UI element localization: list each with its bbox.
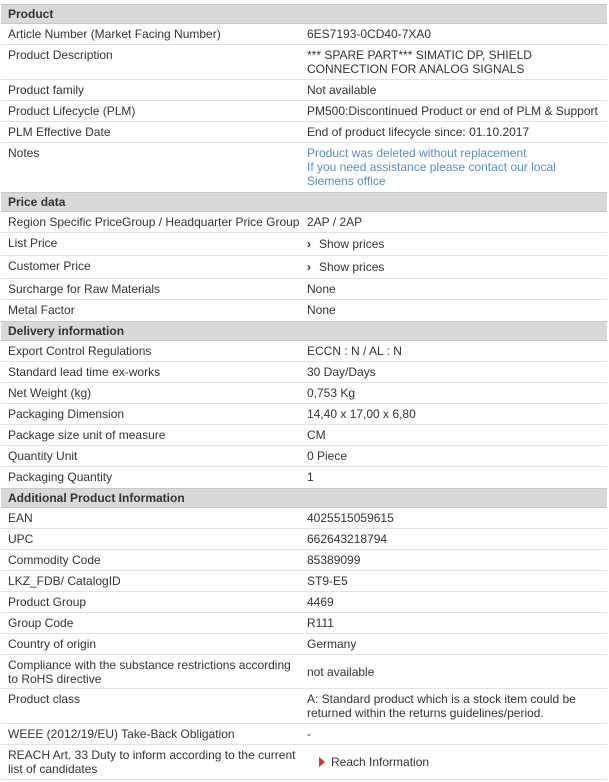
section-header-delivery xyxy=(1,321,607,341)
row-label: UPC xyxy=(8,532,34,546)
row-value: 30 Day/Days xyxy=(307,365,376,379)
row-value: - xyxy=(307,727,311,741)
row-label-line: list of candidates xyxy=(8,762,98,776)
row-label: List Price xyxy=(8,236,58,250)
row-product-family xyxy=(1,80,607,101)
link-label: Show prices xyxy=(319,237,385,251)
link-label: Show prices xyxy=(319,260,385,274)
row-net-weight xyxy=(1,383,607,404)
row-value: 14,40 x 17,00 x 6,80 xyxy=(307,407,416,421)
row-plm-effective-date xyxy=(1,122,607,143)
row-upc xyxy=(1,529,607,550)
row-export-control xyxy=(1,341,607,362)
row-label: PLM Effective Date xyxy=(8,125,111,139)
row-label: Packaging Quantity xyxy=(8,470,113,484)
row-label: Commodity Code xyxy=(8,553,101,567)
row-raw-material-surcharge xyxy=(1,279,607,300)
row-product-lifecycle xyxy=(1,101,607,122)
row-product-description xyxy=(1,45,607,80)
row-label: Package size unit of measure xyxy=(8,428,166,442)
row-rohs-compliance xyxy=(1,655,607,689)
section-title: Additional Product Information xyxy=(8,491,185,505)
chevron-right-icon: › xyxy=(307,237,311,251)
row-weee xyxy=(1,724,607,745)
row-label: Product Group xyxy=(8,595,87,609)
row-region-price-group xyxy=(1,212,607,233)
row-packaging-quantity xyxy=(1,467,607,488)
row-value: Not available xyxy=(307,83,377,97)
row-label: LKZ_FDB/ CatalogID xyxy=(8,574,121,588)
row-label: Product Lifecycle (PLM) xyxy=(8,104,136,118)
row-label-line: REACH Art. 33 Duty to inform according to the current xyxy=(8,748,296,762)
row-value: 1 xyxy=(307,470,314,484)
row-catalog-id xyxy=(1,571,607,592)
row-value: None xyxy=(307,303,336,317)
show-customer-prices-link[interactable] xyxy=(307,260,605,274)
row-label: Surcharge for Raw Materials xyxy=(8,282,161,296)
row-label: Product class xyxy=(8,692,81,706)
section-title: Product xyxy=(8,7,54,21)
row-commodity-code xyxy=(1,550,607,571)
row-quantity-unit xyxy=(1,446,607,467)
contact-office-link[interactable]: Siemens office xyxy=(307,174,386,188)
row-value: End of product lifecycle since: 01.10.2017 xyxy=(307,125,530,139)
row-label-line: Compliance with the substance restrictions according xyxy=(8,658,291,672)
section-header-price-data xyxy=(1,192,607,212)
section-title: Price data xyxy=(8,195,66,209)
row-packaging-dimension xyxy=(1,404,607,425)
row-value: R111 xyxy=(307,616,334,630)
row-ean xyxy=(1,508,607,529)
row-label-line: to RoHS directive xyxy=(8,672,102,686)
row-label: Product family xyxy=(8,83,85,97)
row-value: 4025515059615 xyxy=(307,511,394,525)
row-label: Article Number (Market Facing Number) xyxy=(8,27,221,41)
row-package-size-unit xyxy=(1,425,607,446)
row-reach xyxy=(1,745,607,780)
row-value: 85389099 xyxy=(307,553,361,567)
section-header-additional xyxy=(1,488,607,508)
row-label: Packaging Dimension xyxy=(8,407,125,421)
row-value-line: CONNECTION FOR ANALOG SIGNALS xyxy=(307,62,525,76)
row-label: Country of origin xyxy=(8,637,97,651)
row-value: ECCN : N / AL : N xyxy=(307,344,402,358)
row-customer-price xyxy=(1,256,607,279)
row-value: None xyxy=(307,282,336,296)
row-group-code xyxy=(1,613,607,634)
row-value: CM xyxy=(307,428,326,442)
row-value: 0,753 Kg xyxy=(307,386,356,400)
reach-information-link[interactable] xyxy=(319,755,609,769)
triangle-right-icon xyxy=(319,757,325,767)
row-metal-factor xyxy=(1,300,607,321)
row-value: PM500:Discontinued Product or end of PLM & Support xyxy=(307,104,598,118)
row-value: Germany xyxy=(307,637,357,651)
row-label: Group Code xyxy=(8,616,74,630)
row-product-group xyxy=(1,592,607,613)
row-value: ST9-E5 xyxy=(307,574,348,588)
row-value-line: returned within the returns guidelines/period. xyxy=(307,706,544,720)
row-country-of-origin xyxy=(1,634,607,655)
section-title: Delivery information xyxy=(8,324,125,338)
row-value: 6ES7193-0CD40-7XA0 xyxy=(307,27,432,41)
row-label: Metal Factor xyxy=(8,303,75,317)
row-value-line: *** SPARE PART*** SIMATIC DP, SHIELD xyxy=(307,48,532,62)
row-product-class xyxy=(1,689,607,724)
row-value: 0 Piece xyxy=(307,449,348,463)
row-label: Export Control Regulations xyxy=(8,344,152,358)
link-label: Reach Information xyxy=(331,755,430,769)
section-header-product xyxy=(1,4,607,24)
row-lead-time xyxy=(1,362,607,383)
row-label: Customer Price xyxy=(8,259,91,273)
row-label: Standard lead time ex-works xyxy=(8,365,161,379)
row-label: Net Weight (kg) xyxy=(8,386,92,400)
row-value-line: A: Standard product which is a stock item could be xyxy=(307,692,576,706)
row-label: Product Description xyxy=(8,48,113,62)
row-value: 662643218794 xyxy=(307,532,388,546)
row-label: Notes xyxy=(8,146,40,160)
row-notes xyxy=(1,143,607,192)
row-list-price xyxy=(1,233,607,256)
row-label: EAN xyxy=(8,511,33,525)
chevron-right-icon: › xyxy=(307,260,311,274)
notes-text-line: Product was deleted without replacement xyxy=(307,146,527,160)
row-article-number xyxy=(1,24,607,45)
row-value: not available xyxy=(307,665,375,679)
row-label: WEEE (2012/19/EU) Take-Back Obligation xyxy=(8,727,235,741)
row-value: 4469 xyxy=(307,595,334,609)
row-label: Quantity Unit xyxy=(8,449,78,463)
row-label: Region Specific PriceGroup / Headquarter Price Group xyxy=(8,215,300,229)
show-prices-link[interactable] xyxy=(307,237,605,251)
row-value: 2AP / 2AP xyxy=(307,215,363,229)
contact-office-link[interactable]: If you need assistance please contact our local xyxy=(307,160,556,174)
